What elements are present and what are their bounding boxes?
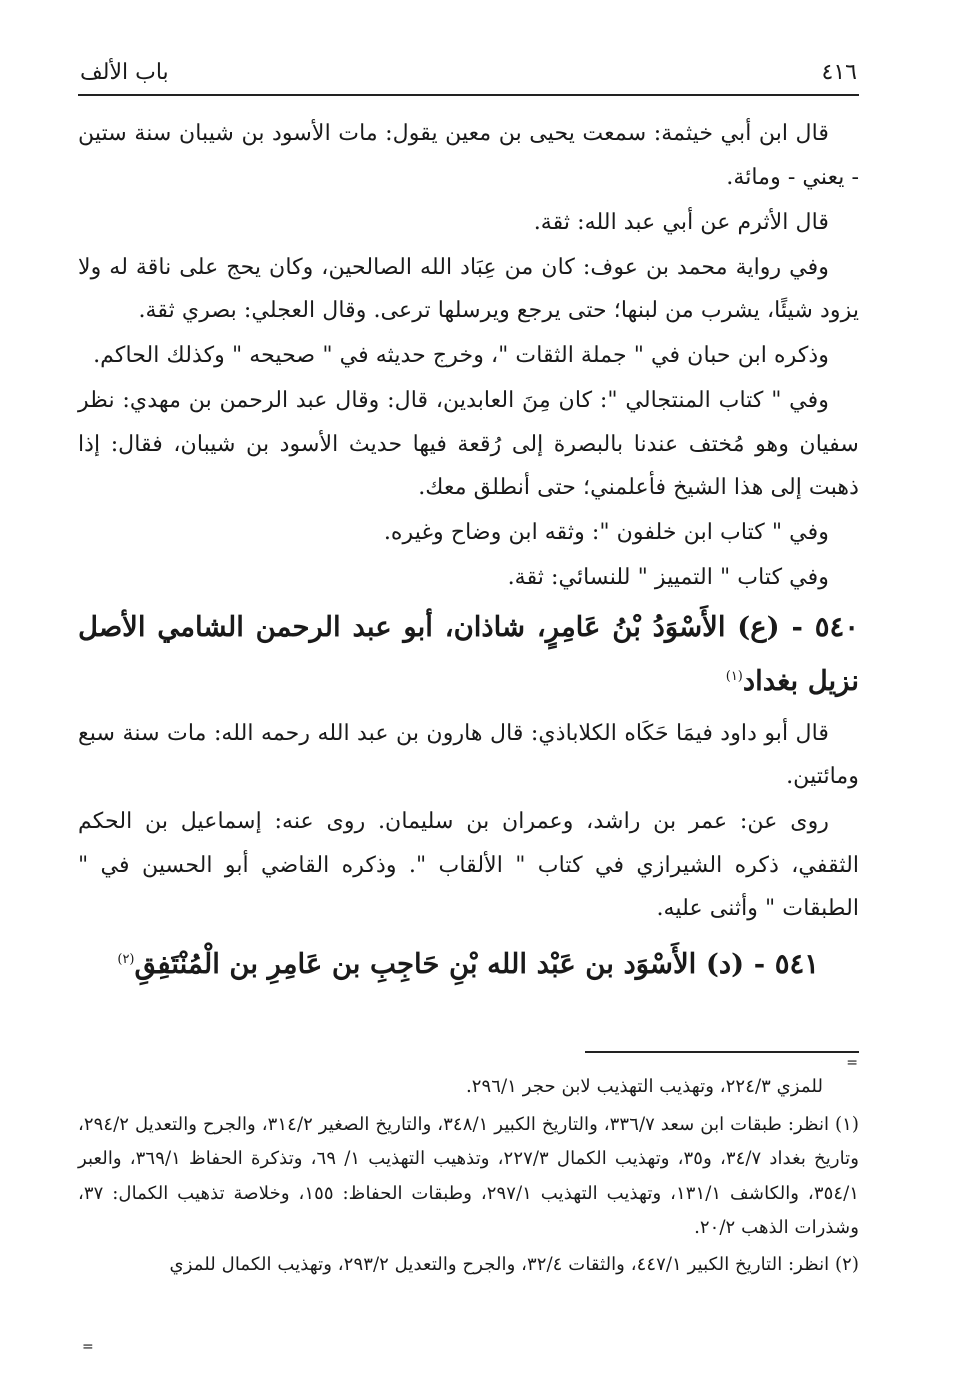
entry-heading-text: ٥٤٠ - (ع) الأَسْوَدُ بْنُ عَامِرٍ، شاذان، أبو عبد الرحمن الشامي الأصل نزيل بغداد [78,610,859,697]
paragraph: وفي " كتاب المنتجالي ": كان مِنَ العابدين، قال: وقال عبد الرحمن بن مهدي: نظر سفيان وهو مُختف عندنا بالبصرة إلى رُقعة فيها حديث الأسود بن شيبان، فقال: إذا ذهبت إلى هذا الشيخ فأعلمني؛ حتى أنطلق معك. [78,387,859,500]
footnotes [78,1070,859,1282]
footnote: (١) انظر: طبقات ابن سعد ٣٣٦/٧، والتاريخ الكبير ٣٤٨/١، والتاريخ الصغير ٣١٤/٢، والجرح والتعديل ٢٩٤/٢، وتاريخ بغداد ٣٤/٧، و٣٥، وتهذيب الكمال ٢٢٧/٣، وتذهيب التهذيب ١/ ٦٩، وتذكرة الحفاظ ٣٦٩/١، والعبر ٣٥٤/١، والكاشف ١٣١/١، وتهذيب التهذيب ٢٩٧/١، وطبقات الحفاظ: ١٥٥، وخلاصة تذهيب الكمال: ٣٧، وشذرات الذهب ٢٠/٢. [78,1113,860,1238]
book-page [78,50,860,1355]
paragraph: قال ابن أبي خيثمة: سمعت يحيى بن معين يقول: مات الأسود بن شيبان سنة ستين - يعني - ومائة. [78,120,859,190]
running-head [78,50,859,96]
paragraph: قال الأثرم عن أبي عبد الله: ثقة. [533,208,829,235]
footnote-continues-mark: = [82,1339,94,1355]
paragraph: وفي " كتاب ابن خلفون ": وثقه ابن وضاح وغيره. [383,519,829,545]
footnote-continued: للمزي ٢٢٤/٣، وتهذيب التهذيب لابن حجر ٢٩٦/١. [465,1076,823,1097]
footnote: (٢) انظر: التاريخ الكبير ٤٤٧/١، والثقات ٣٢/٤، والجرح والتعديل ٢٩٣/٢، وتهذيب الكمال للمزي [169,1253,859,1275]
paragraph: وفي رواية محمد بن عوف: كان من عِبَاد الله الصالحين، وكان يحج على ناقة له ولا يزود شيئًا، يشرب من لبنها؛ حتى يرجع ويرسلها ترعى. وقال العجلي: بصري ثقة. [78,253,859,323]
chapter-title: باب الألف [80,60,169,85]
footnote-continuation-mark: = [846,1055,858,1071]
paragraph: وذكره ابن حبان في " جملة الثقات "، وخرج حديثه في " صحيحه " وكذلك الحاكم. [93,342,829,368]
entry-heading-541 [78,935,859,989]
footnote-reference[interactable]: (١) [725,668,743,684]
paragraph: قال أبو داود فيمَا حَكَاه الكلاباذي: قال هارون بن عبد الله رحمه الله: مات سنة سبع ومائتين. [78,719,859,790]
main-text [78,112,859,989]
footnote-divider [585,1051,859,1053]
paragraph: روى عن: عمر بن راشد، وعمران بن سليمان. روى عنه: إسماعيل بن الحكم الثقفي، ذكره الشيرازي في كتاب " الألقاب ". وذكره القاضي أبو الحسين في " الطبقات " وأثنى عليه. [78,808,859,922]
footnote-reference[interactable]: (٢) [117,951,135,967]
paragraph: وفي كتاب " التمييز " للنسائي: ثقة. [507,564,829,590]
entry-heading-text: ٥٤١ - (د) الأَسْوَد بن عَبْد الله بْنِ حَاجِبِ بن عَامِرِ بن الْمُنْتَفِقِ [134,947,819,980]
page-number: ٤١٦ [821,60,857,85]
entry-heading-540 [78,602,859,706]
